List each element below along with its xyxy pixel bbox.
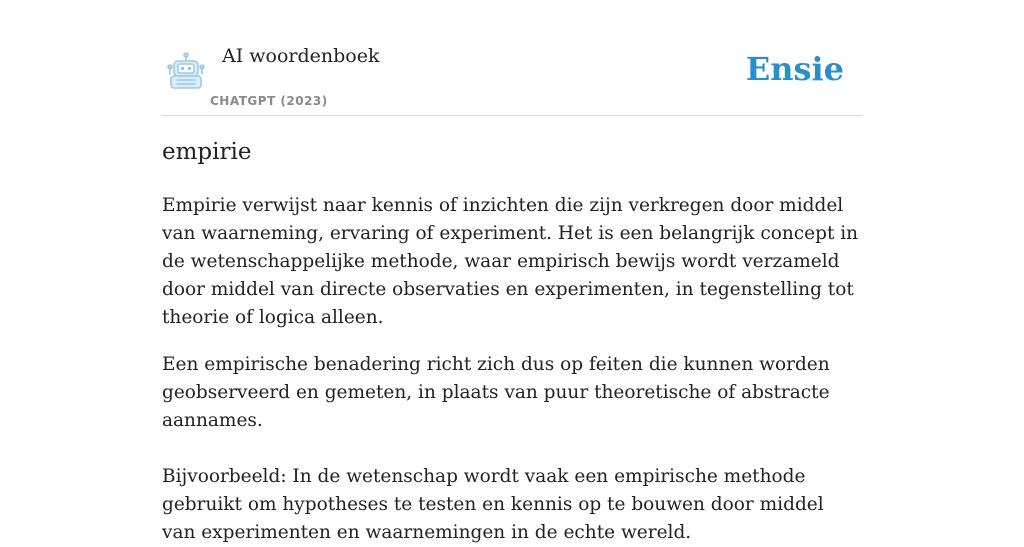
brand-logo[interactable]: Ensie bbox=[745, 50, 844, 88]
entry-title: empirie bbox=[162, 139, 252, 165]
source-meta: CHATGPT (2023) bbox=[210, 94, 328, 108]
entry-header bbox=[162, 40, 862, 116]
definition-paragraph: Een empirische benadering richt zich dus op feiten die kunnen worden geobserveerd en gemeten, in plaats van puur theoretische of abstracte aannames. bbox=[162, 354, 830, 431]
source-name[interactable]: AI woordenboek bbox=[222, 45, 380, 67]
entry-definition bbox=[162, 192, 862, 547]
example-paragraph: Bijvoorbeeld: In de wetenschap wordt vaak een empirische methode gebruikt om hypotheses te testen en kennis op te bouwen door middel van experimenten en waarnemingen in de echte wereld. bbox=[162, 466, 824, 543]
robot-icon bbox=[165, 52, 207, 90]
definition-paragraph: Empirie verwijst naar kennis of inzichten die zijn verkregen door middel van waarneming, ervaring of experiment. Het is een belangrijk concept in de wetenschappelijke methode, waar empirisch bewijs wordt verzameld door middel van directe observaties en experimenten, in tegenstelling tot theorie of logica alleen. bbox=[162, 195, 859, 328]
